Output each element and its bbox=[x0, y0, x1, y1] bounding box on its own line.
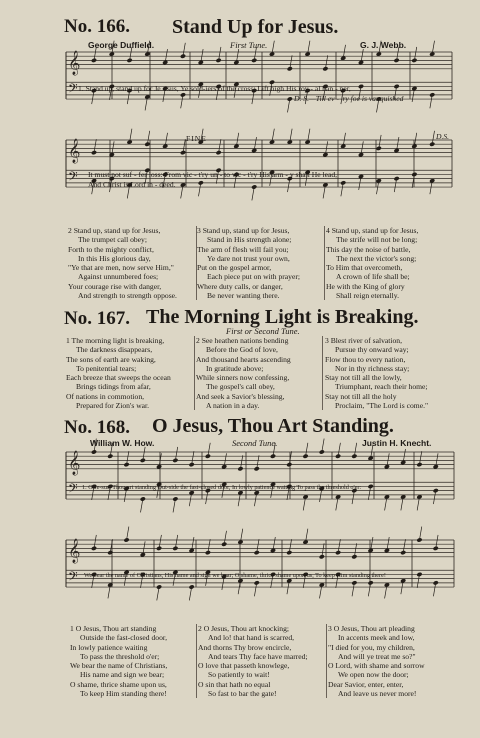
hymn-167-title: The Morning Light is Breaking. bbox=[146, 306, 419, 328]
note-stem bbox=[206, 491, 208, 504]
note-stem bbox=[419, 451, 421, 464]
verse-line: O sin that hath no equal bbox=[198, 679, 271, 689]
note-stem bbox=[94, 139, 96, 152]
note-stem bbox=[433, 583, 435, 596]
verse-line: Flow thou to every nation, bbox=[325, 354, 406, 364]
verse-line: The trumpet call obey; bbox=[78, 235, 147, 245]
verse-line: 2 O Jesus, Thou art knocking; bbox=[198, 624, 289, 633]
note-stem bbox=[419, 527, 421, 540]
note-stem bbox=[322, 543, 324, 556]
verse-line: And strength to strength oppose. bbox=[78, 291, 177, 301]
note-stem bbox=[127, 527, 129, 540]
hymn-166-composer: G. J. Webb. bbox=[360, 40, 407, 50]
note-stem bbox=[341, 183, 343, 196]
verse-line: 2 See heathen nations bending bbox=[196, 336, 289, 345]
note-stem bbox=[94, 535, 96, 548]
verse-line: Stand in His strength alone; bbox=[207, 235, 292, 245]
hymn-168-tune: Second Tune. bbox=[232, 438, 278, 448]
verse-line: And will ye treat me so?" bbox=[338, 651, 416, 661]
verse-line: 3 Blest river of salvation, bbox=[325, 336, 402, 345]
verse-line: In gratitude above; bbox=[206, 363, 264, 373]
verse-line: Where duty calls, or danger, bbox=[197, 281, 283, 291]
verse-line: And seek a Savior's blessing, bbox=[196, 391, 285, 401]
verse-line: And lo! that hand is scarred, bbox=[208, 633, 295, 643]
note-stem bbox=[208, 539, 210, 552]
hymn-166-lyric-line-3: And Christ is Lord in - deed. bbox=[88, 180, 176, 189]
hymn-166-verse-2 bbox=[68, 226, 177, 300]
note-stem bbox=[219, 139, 221, 152]
verse-line: 3 Stand up, stand up for Jesus, bbox=[197, 226, 290, 235]
note-stem bbox=[147, 131, 149, 144]
hymn-166-ds-lyric: D. S.—Till ev - 'ry foe is vanquished bbox=[294, 94, 404, 103]
note-stem bbox=[432, 131, 434, 144]
verse-line: "I died for you, my children, bbox=[328, 642, 415, 652]
hymn-166-ds-marking: D.S. bbox=[436, 132, 450, 141]
hymn-168-title: O Jesus, Thou Art Standing. bbox=[152, 415, 394, 437]
note-stem bbox=[325, 55, 327, 68]
verse-line: Outside the fast-closed door, bbox=[80, 633, 168, 643]
verse-divider bbox=[196, 624, 197, 698]
note-stem bbox=[287, 179, 289, 192]
note-stem bbox=[430, 95, 432, 108]
note-stem bbox=[173, 499, 175, 512]
note-stem bbox=[338, 443, 340, 456]
verse-line: And thousand hearts ascending bbox=[196, 354, 291, 364]
treble-clef-icon: 𝄞 bbox=[68, 50, 81, 75]
verse-line: In this His glorious day, bbox=[78, 253, 151, 263]
note-stem bbox=[394, 179, 396, 192]
verse-line: Forth to the mighty conflict, bbox=[68, 244, 154, 254]
hymn-168-lyric-line-2: We bear the name of Christians, His name and sign we bear; O shame, thrice shame upon us, To keep Him standing there! bbox=[84, 572, 386, 579]
bass-clef-icon: 𝄢 bbox=[68, 568, 78, 587]
note-stem bbox=[183, 43, 185, 56]
verse-line: While sinners now confessing, bbox=[196, 373, 290, 383]
hymn-168-number: No. 168. bbox=[64, 417, 130, 438]
hymn-166-fine-marking: FINE bbox=[186, 134, 207, 143]
note-stem bbox=[379, 135, 381, 148]
note-stem bbox=[257, 539, 259, 552]
verse-line: The next the victor's song; bbox=[336, 253, 417, 263]
verse-line: This day the noise of battle, bbox=[326, 244, 411, 254]
verse-line: We open now the door; bbox=[338, 670, 409, 680]
note-stem bbox=[289, 539, 291, 552]
verse-line: So fast to bar the gate! bbox=[208, 689, 277, 699]
verse-divider bbox=[194, 336, 195, 410]
note-stem bbox=[306, 443, 308, 456]
verse-line: The arm of flesh will fail you; bbox=[197, 244, 289, 254]
treble-clef-icon: 𝄞 bbox=[68, 138, 81, 163]
verse-line: Pursue thy onward way; bbox=[335, 345, 409, 355]
note-stem bbox=[175, 447, 177, 460]
hymn-166-lyric-line-1: 1. Stand up, stand up for Je - sus, Ye sold-iers of the cross; Lift high His roy - al ban - ner, bbox=[78, 84, 351, 93]
hymn-168-lyric-line-1: 1. O Je-sus, Thou art standing Out-side the fast-closed door, In lowly patience waiting To pass the threshold o'er: bbox=[82, 484, 362, 491]
verse-line: Put on the gospel armor, bbox=[197, 263, 272, 273]
verse-line: "Ye that are men, now serve Him," bbox=[68, 263, 174, 273]
verse-line: Stay not till all the lowly, bbox=[325, 373, 402, 383]
note-stem bbox=[287, 99, 289, 112]
verse-line: Against unnumbered foes; bbox=[78, 272, 159, 282]
hymn-166-verse-3 bbox=[197, 226, 300, 300]
verse-line: 1 O Jesus, Thou art standing bbox=[70, 624, 157, 633]
verse-line: The gospel's call obey, bbox=[206, 382, 275, 392]
note-stem bbox=[224, 531, 226, 544]
hymn-168-verse-3 bbox=[328, 624, 425, 698]
note-stem bbox=[183, 139, 185, 152]
note-stem bbox=[433, 491, 435, 504]
note-stem bbox=[417, 574, 419, 587]
hymn-166-author: George Duffield. bbox=[88, 40, 155, 50]
bass-clef-icon: 𝄢 bbox=[68, 480, 78, 499]
verse-line: Brings tidings from afar, bbox=[76, 382, 151, 392]
note-stem bbox=[290, 55, 292, 68]
hymn-168-verse-1 bbox=[70, 624, 167, 698]
note-stem bbox=[141, 499, 143, 512]
hymn-167-tune: First or Second Tune. bbox=[226, 326, 300, 336]
verse-line: In accents meek and low, bbox=[338, 633, 415, 643]
hymn-167-number: No. 167. bbox=[64, 308, 130, 329]
hymn-168-author: William W. How. bbox=[90, 438, 155, 448]
hymn-167-verse-1 bbox=[66, 336, 171, 410]
hymn-166-number: No. 166. bbox=[64, 16, 130, 37]
note-stem bbox=[198, 183, 200, 196]
note-stem bbox=[368, 486, 370, 499]
verse-line: Triumphant, reach their home; bbox=[335, 382, 428, 392]
verse-line: He with the King of glory bbox=[326, 281, 405, 291]
verse-line: Each piece put on with prayer; bbox=[207, 272, 300, 282]
verse-line: Be never wanting there. bbox=[207, 291, 280, 301]
hymn-166-lyric-line-2: It must not suf - fer loss: From vic - t'ry un - to vic - t'ry His arm - y shall He lead, bbox=[88, 170, 338, 179]
verse-line: Ye dare not trust your own, bbox=[207, 253, 290, 263]
verse-line: Shall reign eternally. bbox=[336, 291, 399, 301]
note-stem bbox=[354, 543, 356, 556]
treble-clef-icon: 𝄞 bbox=[68, 450, 81, 475]
verse-divider bbox=[322, 336, 323, 410]
note-stem bbox=[208, 443, 210, 456]
verse-line: Proclaim, "The Lord is come." bbox=[335, 401, 429, 411]
verse-line: 3 O Jesus, Thou art pleading bbox=[328, 624, 415, 633]
note-stem bbox=[159, 535, 161, 548]
note-stem bbox=[192, 451, 194, 464]
hymn-168-verse-2 bbox=[198, 624, 308, 698]
verse-line: Stay not till all the holy bbox=[325, 391, 397, 401]
verse-line: O Lord, with shame and sorrow bbox=[328, 661, 425, 671]
hymn-166-tune: First Tune. bbox=[230, 40, 268, 50]
note-stem bbox=[181, 95, 183, 108]
verse-line: To penitential tears; bbox=[76, 363, 137, 373]
treble-clef-icon: 𝄞 bbox=[68, 538, 81, 563]
note-stem bbox=[352, 491, 354, 504]
hymn-168-composer: Justin H. Knecht. bbox=[362, 438, 432, 448]
note-stem bbox=[240, 455, 242, 468]
hymn-167-verse-3 bbox=[325, 336, 428, 410]
note-stem bbox=[157, 587, 159, 600]
verse-line: We bear the name of Christians, bbox=[70, 661, 168, 671]
note-stem bbox=[254, 583, 256, 596]
verse-line: To Him that overcometh, bbox=[326, 263, 403, 273]
note-stem bbox=[257, 455, 259, 468]
note-stem bbox=[143, 447, 145, 460]
verse-line: Prepared for Zion's war. bbox=[76, 401, 150, 411]
note-stem bbox=[436, 535, 438, 548]
verse-line: To keep Him standing there! bbox=[80, 689, 167, 699]
note-stem bbox=[338, 539, 340, 552]
verse-line: Nor in thy richness stay; bbox=[335, 363, 410, 373]
verse-line: Before the God of love, bbox=[206, 345, 278, 355]
verse-line: O love that passeth knowlege, bbox=[198, 661, 290, 671]
verse-line: And leave us never more! bbox=[338, 689, 417, 699]
note-stem bbox=[175, 535, 177, 548]
verse-line: To pass the threshold o'er; bbox=[80, 651, 160, 661]
bass-clef-icon: 𝄢 bbox=[68, 80, 78, 99]
note-stem bbox=[252, 187, 254, 200]
verse-line: 4 Stand up, stand up for Jesus, bbox=[326, 226, 419, 235]
verse-line: O shame, thrice shame upon us, bbox=[70, 679, 167, 689]
note-stem bbox=[219, 47, 221, 60]
verse-line: Dear Savior, enter, enter, bbox=[328, 679, 404, 689]
note-stem bbox=[354, 443, 356, 456]
verse-divider bbox=[324, 226, 325, 300]
hymn-166-verse-4 bbox=[326, 226, 418, 300]
note-stem bbox=[414, 47, 416, 60]
verse-divider bbox=[326, 624, 327, 698]
verse-line: In lowly patience waiting bbox=[70, 642, 148, 652]
verse-line: 1 The morning light is breaking, bbox=[66, 336, 165, 345]
verse-line: Of nations in commotion, bbox=[66, 391, 145, 401]
note-stem bbox=[127, 451, 129, 464]
verse-line: Your courage rise with danger, bbox=[68, 281, 162, 291]
note-stem bbox=[368, 583, 370, 596]
verse-line: A crown of life shall be; bbox=[336, 272, 410, 282]
verse-line: 2 Stand up, stand up for Jesus, bbox=[68, 226, 161, 235]
note-stem bbox=[189, 587, 191, 600]
note-stem bbox=[403, 539, 405, 552]
hymn-167-verse-2 bbox=[196, 336, 291, 410]
note-stem bbox=[352, 583, 354, 596]
note-stem bbox=[322, 439, 324, 452]
verse-line: The darkness disappears, bbox=[76, 345, 153, 355]
verse-line: So patiently to wait! bbox=[208, 670, 270, 680]
verse-line: And thorns Thy brow encircle, bbox=[198, 642, 292, 652]
verse-line: His name and sign we bear; bbox=[80, 670, 165, 680]
verse-line: And tears Thy face have marred; bbox=[208, 651, 308, 661]
verse-line: Each breeze that sweeps the ocean bbox=[66, 373, 171, 383]
bass-clef-icon: 𝄢 bbox=[68, 168, 78, 187]
verse-line: The strife will not be long; bbox=[336, 235, 418, 245]
verse-line: A nation in a day. bbox=[206, 401, 260, 411]
verse-line: The sons of earth are waking, bbox=[66, 354, 156, 364]
hymn-166-title: Stand Up for Jesus. bbox=[172, 16, 339, 38]
